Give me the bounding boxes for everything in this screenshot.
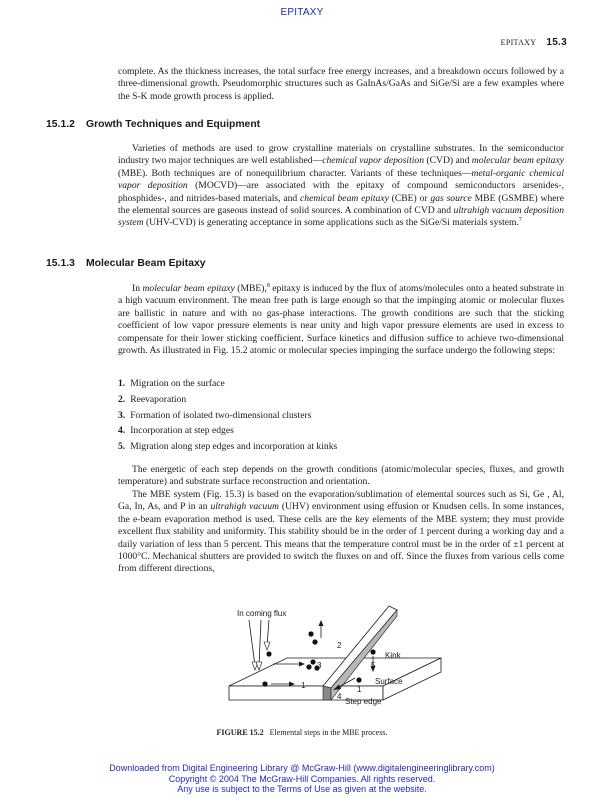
flux-arrow <box>249 620 255 666</box>
section-heading-growth-techniques <box>46 119 260 130</box>
mbe-elemental-steps-figure <box>225 602 445 722</box>
label-incoming-flux: In coming flux <box>237 609 287 618</box>
mbe-steps-list <box>118 376 564 455</box>
atom-dot <box>312 639 317 644</box>
list-item: 4. Incorporation at step edges <box>118 425 234 437</box>
atom-dot <box>262 681 267 686</box>
section-number: 15.1.3 <box>46 258 75 269</box>
section-title: Growth Techniques and Equipment <box>86 119 261 130</box>
label-surface: Surface <box>375 677 403 686</box>
flux-arrow <box>259 620 261 666</box>
figure-caption <box>0 728 604 737</box>
label-step-edge: Step edge <box>345 697 382 706</box>
label-step-1b: 1 <box>357 685 362 694</box>
page-number: 15.3 <box>546 37 567 48</box>
reference-marker: 7 <box>518 217 522 224</box>
label-step-3: 3 <box>317 661 322 670</box>
growth-techniques-paragraph: Varieties of methods are used to grow crystalline materials on crystalline substrates. In the semiconductor industry two major techniques are well established—chemical vapor deposition (CVD) and molecular beam epitaxy (MBE). Both techniques are of nonequilibrium character. Variants of these techniques—metal-organic chemical vapor deposition (MOCVD)—are associated with the epitaxy of compound semiconductors arsenides-, phosphides-, and nitrides-based materials, and chemical beam epitaxy (CBE) or gas source MBE (GSMBE) where the elemental sources are gaseous instead of solid sources. A combination of CVD and ultrahigh vacuum deposition system (UHV-CVD) is generating acceptance in some applications such as the SiGe/Si materials system.$^7$ <box>118 143 564 229</box>
list-item: 3. Formation of isolated two-dimensional clusters <box>118 409 312 421</box>
running-head-title: EPITAXY <box>500 38 537 47</box>
atom-dot <box>308 631 313 636</box>
atom-dot <box>266 651 271 656</box>
arrowhead <box>319 620 324 626</box>
list-item: 5. Migration along step edges and incorporation at kinks <box>118 441 338 453</box>
figure-caption-label: FIGURE 15.2 <box>216 728 264 737</box>
label-step-5: 5 <box>371 661 376 670</box>
document-title: EPITAXY <box>280 7 324 18</box>
atom-dot <box>306 664 311 669</box>
atom-dot <box>310 659 315 664</box>
section-number: 15.1.2 <box>46 119 75 130</box>
label-kink: Kink <box>385 651 401 660</box>
list-item: 2. Reevaporation <box>118 393 187 405</box>
label-step-4: 4 <box>337 692 342 701</box>
reference-marker: 8 <box>266 282 270 289</box>
intro-paragraph: complete. As the thickness increases, the total surface free energy increases, and a breakdown occurs followed by a three-dimensional growth. Pseudomorphic structures such as GaInAs/GaAs and SiGe/Si are a few examples where the S-K mode growth process is applied. <box>118 66 564 102</box>
footer-terms: Any use is subject to the Terms of Use as given at the website. <box>177 784 427 794</box>
step-edge-face <box>323 686 331 700</box>
flux-arrowhead <box>256 662 262 670</box>
atom-dot <box>356 677 361 682</box>
atom-dot <box>370 649 375 654</box>
section-heading-mbe <box>46 258 206 269</box>
list-item: 1. Migration on the surface <box>118 378 225 389</box>
mbe-paragraph: In molecular beam epitaxy (MBE),$^8$ epitaxy is induced by the flux of atoms/molecules onto a heated substrate in a high vacuum environment. The mean free path is large enough so that the impinging atomic or molecular fluxes are ballistic in nature and with no gas-phase interactions. The growth conditions are such that the sticking coefficient of low vapor pressure elements is near unity and high vapor pressure elements are used in excess to compensate for their lower sticking coefficient. Surface kinetics and diffusion suffice to achieve two-dimensional growth. As illustrated in Fig. 15.2 atomic or molecular species impinging the surface undergo the following steps: <box>118 282 564 357</box>
running-head <box>501 37 567 48</box>
footer-copyright: Copyright © 2004 The McGraw-Hill Companies. All rights reserved. <box>168 773 436 784</box>
footer-notice <box>0 763 604 795</box>
mbe-system-paragraph: The MBE system (Fig. 15.3) is based on the evaporation/sublimation of elemental sources such as Si, Ge , Al, Ga, In, As, and P in an ultrahigh vacuum (UHV) environment using effusion or Knudsen cells. In some instances, the e-beam evaporation method is used. These cells are the key elements of the MBE system; they must provide excellent flux stability and uniformity. This stability should be in the order of 1 percent during a working day and a daily variation of less than 5 percent. This means that the temperature control must be in the order of ±1 percent at 1000°C. Mechanical shutters are provided to switch the fluxes on and off. Since the fluxes from various cells come from different directions, <box>118 489 564 575</box>
section-title: Molecular Beam Epitaxy <box>86 258 206 269</box>
energetics-paragraph: The energetic of each step depends on the growth conditions (atomic/molecular species, fluxes, and growth temperature) and substrate surface reconstruction and orientation. <box>118 464 564 488</box>
label-step-1a: 1 <box>301 681 306 690</box>
label-step-2: 2 <box>337 641 342 650</box>
flux-arrowhead <box>264 642 270 650</box>
footer-link[interactable]: Downloaded from Digital Engineering Library @ McGraw-Hill (www.digitalengineeringlibrary.com) <box>109 763 495 773</box>
figure-caption-text: Elemental steps in the MBE process. <box>269 728 388 737</box>
